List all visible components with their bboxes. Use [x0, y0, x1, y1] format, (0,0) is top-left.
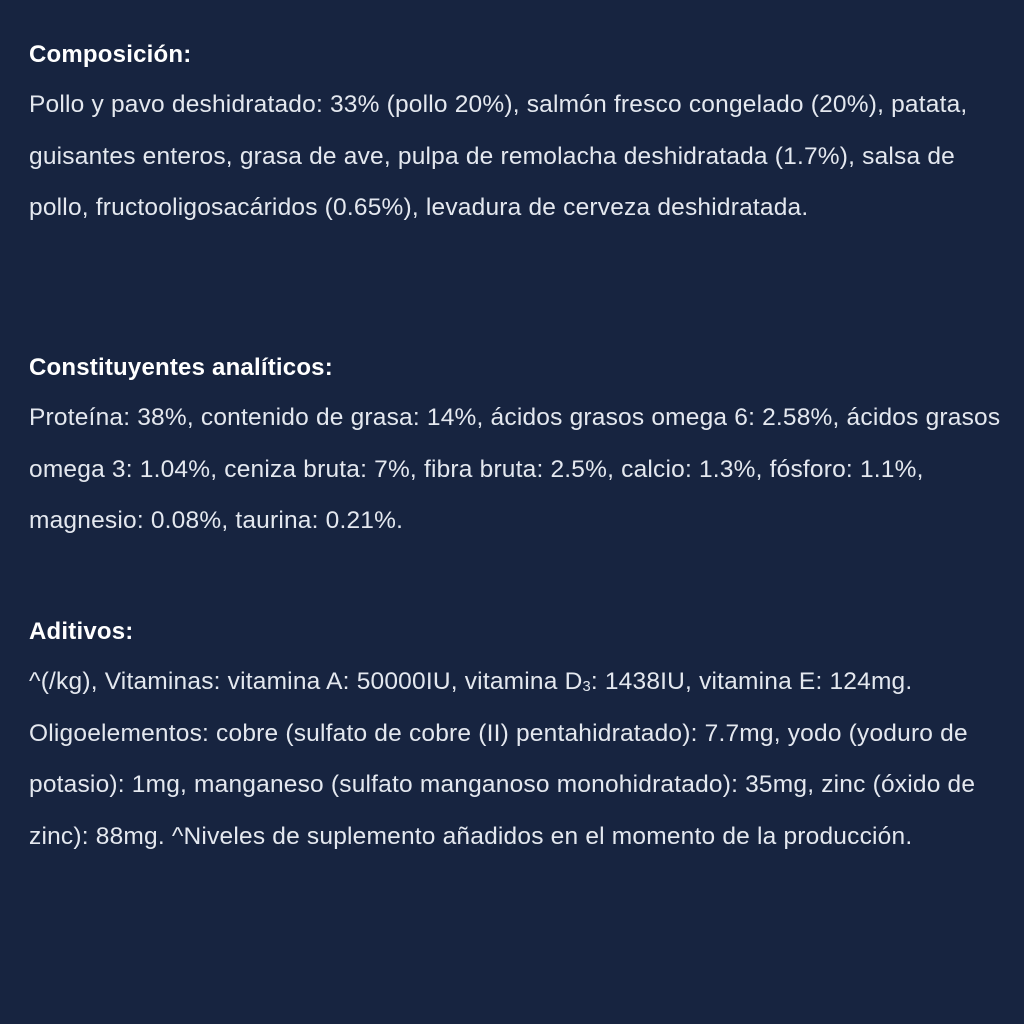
additives-text-part-2: : 1438IU, vitamina E: 124mg. Oligoelementos: cobre (sulfato de cobre (II) pentahidratado): 7.7mg, yodo (yoduro de potasio): 1mg, manganeso (sulfato manganoso monohidratado): 35mg, zinc (óxido de zinc): 88mg. ^Niveles de suplemento añadidos en el momento de la producción. — [29, 668, 976, 850]
composition-heading: Composición: — [29, 41, 192, 68]
additives-section — [29, 614, 1004, 862]
additives-text-part-1: ^(/kg), Vitaminas: vitamina A: 50000IU, vitamina D — [29, 668, 583, 695]
analytical-constituents-text: Proteína: 38%, contenido de grasa: 14%, ácidos grasos omega 6: 2.58%, ácidos grasos omega 3: 1.04%, ceniza bruta: 7%, fibra bruta: 2.5%, calcio: 1.3%, fósforo: 1.1%, magnesio: 0.08%, taurina: 0.21%. — [29, 404, 1001, 534]
vitamin-d-subscript: 3 — [582, 679, 591, 696]
additives-heading: Aditivos: — [29, 618, 134, 645]
analytical-constituents-heading: Constituyentes analíticos: — [29, 354, 333, 381]
additives-text — [29, 656, 1004, 862]
composition-section — [29, 37, 1004, 234]
analytical-constituents-section — [29, 350, 1004, 547]
composition-text: Pollo y pavo deshidratado: 33% (pollo 20%), salmón fresco congelado (20%), patata, guisantes enteros, grasa de ave, pulpa de remolacha deshidratada (1.7%), salsa de pollo, fructooligosacáridos (0.65%), levadura de cerveza deshidratada. — [29, 91, 968, 221]
